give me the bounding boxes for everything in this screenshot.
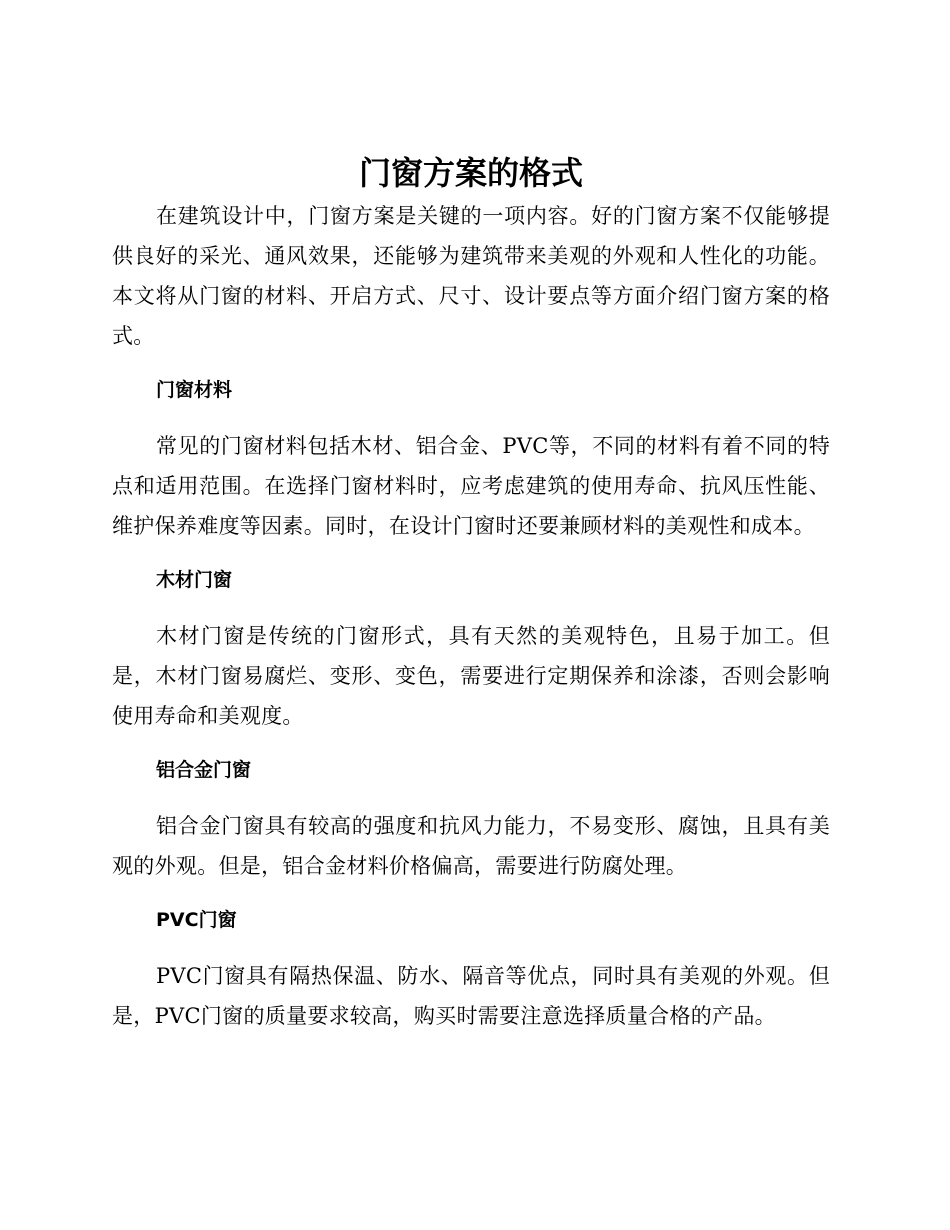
section-paragraph-wood: 木材门窗是传统的门窗形式，具有天然的美观特色，且易于加工。但是，木材门窗易腐烂、变形、变色，需要进行定期保养和涂漆，否则会影响使用寿命和美观度。 xyxy=(112,624,830,728)
section-paragraph-aluminum: 铝合金门窗具有较高的强度和抗风力能力，不易变形、腐蚀，且具有美观的外观。但是，铝合金材料价格偏高，需要进行防腐处理。 xyxy=(112,814,830,878)
document-body xyxy=(112,150,830,1036)
document-title: 门窗方案的格式 xyxy=(358,154,583,192)
section-paragraph-materials: 常见的门窗材料包括木材、铝合金、PVC等，不同的材料有着不同的特点和适用范围。在选择门窗材料时，应考虑建筑的使用寿命、抗风压性能、维护保养难度等因素。同时，在设计门窗时还要兼顾材料的美观性和成本。 xyxy=(112,434,830,538)
section-heading-wood: 木材门窗 xyxy=(156,569,233,591)
intro-paragraph: 在建筑设计中，门窗方案是关键的一项内容。好的门窗方案不仅能够提供良好的采光、通风效果，还能够为建筑带来美观的外观和人性化的功能。本文将从门窗的材料、开启方式、尺寸、设计要点等方面介绍门窗方案的格式。 xyxy=(112,204,830,348)
section-heading-pvc: PVC门窗 xyxy=(156,909,237,931)
section-heading-materials: 门窗材料 xyxy=(156,379,233,401)
section-heading-aluminum: 铝合金门窗 xyxy=(156,759,252,781)
section-paragraph-pvc: PVC门窗具有隔热保温、防水、隔音等优点，同时具有美观的外观。但是，PVC门窗的质量要求较高，购买时需要注意选择质量合格的产品。 xyxy=(112,964,830,1028)
